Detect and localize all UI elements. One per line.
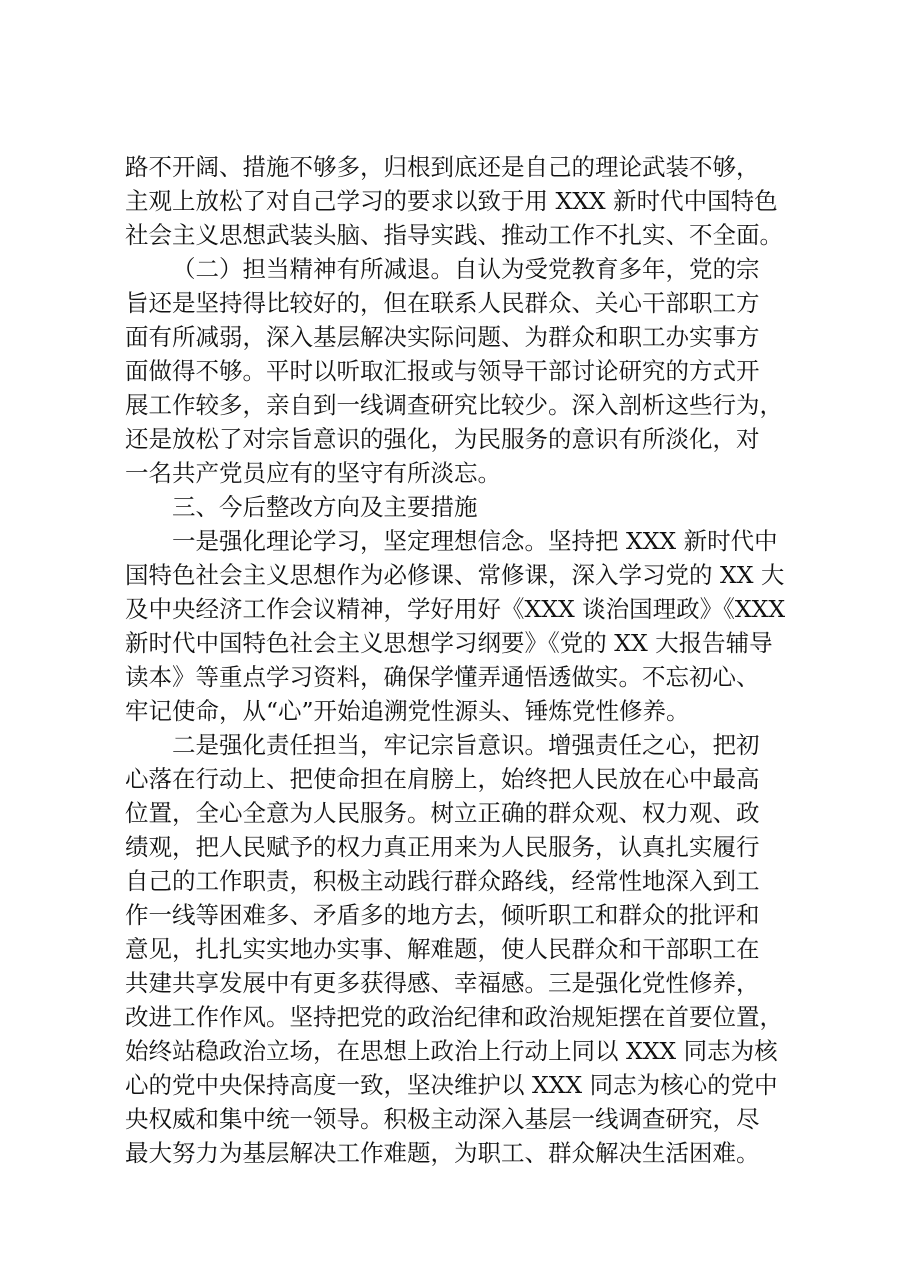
document-body: [125, 150, 815, 1170]
text-line: 路不开阔、措施不够多，归根到底还是自己的理论武装不够，: [125, 153, 760, 181]
text-line: 及中央经济工作会议精神，学好用好《XXX 谈治国理政》《XXX: [125, 595, 786, 623]
text-line: 新时代中国特色社会主义思想学习纲要》《党的 XX 大报告辅导: [125, 629, 773, 657]
text-line: 三、今后整改方向及主要措施: [172, 493, 478, 521]
text-line: 展工作较多，亲自到一线调查研究比较少。深入剖析这些行为，: [125, 391, 783, 419]
text-line: 最大努力为基层解决工作难题，为职工、群众解决生活困难。: [125, 1139, 760, 1167]
text-line: 主观上放松了对自己学习的要求以致于用 XXX 新时代中国特色: [125, 187, 778, 215]
text-line: 社会主义思想武装头脑、指导实践、推动工作不扎实、不全面。: [125, 221, 783, 249]
text-line: 国特色社会主义思想作为必修课、常修课，深入学习党的 XX 大: [125, 561, 785, 589]
text-line: 读本》等重点学习资料，确保学懂弄通悟透做实。不忘初心、: [125, 663, 760, 691]
text-line: 旨还是坚持得比较好的，但在联系人民群众、关心干部职工方: [125, 289, 760, 317]
text-line: 始终站稳政治立场，在思想上政治上行动上同以 XXX 同志为核: [125, 1037, 778, 1065]
text-line: 二是强化责任担当，牢记宗旨意识。增强责任之心，把初: [172, 731, 760, 759]
text-line: 意见，扎扎实实地办实事、解难题，使人民群众和干部职工在: [125, 935, 760, 963]
text-line: 位置，全心全意为人民服务。树立正确的群众观、权力观、政: [125, 799, 760, 827]
text-line: 作一线等困难多、矛盾多的地方去，倾听职工和群众的批评和: [125, 901, 760, 929]
text-line: 自己的工作职责，积极主动践行群众路线，经常性地深入到工: [125, 867, 760, 895]
text-line: 共建共享发展中有更多获得感、幸福感。三是强化党性修养，: [125, 969, 760, 997]
text-line: 绩观，把人民赋予的权力真正用来为人民服务，认真扎实履行: [125, 833, 760, 861]
text-line: 心落在行动上、把使命担在肩膀上，始终把人民放在心中最高: [125, 765, 760, 793]
text-line: 改进工作作风。坚持把党的政治纪律和政治规矩摆在首要位置，: [125, 1003, 783, 1031]
text-line: 面有所减弱，深入基层解决实际问题、为群众和职工办实事方: [125, 323, 760, 351]
text-line: 还是放松了对宗旨意识的强化，为民服务的意识有所淡化，对: [125, 425, 760, 453]
text-line: 一名共产党员应有的坚守有所淡忘。: [125, 459, 501, 487]
text-line: 牢记使命，从“心”开始追溯党性源头、锤炼党性修养。: [125, 697, 690, 725]
text-line: （二）担当精神有所减退。自认为受党教育多年，党的宗: [172, 255, 760, 283]
text-line: 央权威和集中统一领导。积极主动深入基层一线调查研究，尽: [125, 1105, 760, 1133]
text-line: 一是强化理论学习，坚定理想信念。坚持把 XXX 新时代中: [172, 527, 778, 555]
text-line: 面做得不够。平时以听取汇报或与领导干部讨论研究的方式开: [125, 357, 760, 385]
text-line: 心的党中央保持高度一致，坚决维护以 XXX 同志为核心的党中: [125, 1071, 778, 1099]
